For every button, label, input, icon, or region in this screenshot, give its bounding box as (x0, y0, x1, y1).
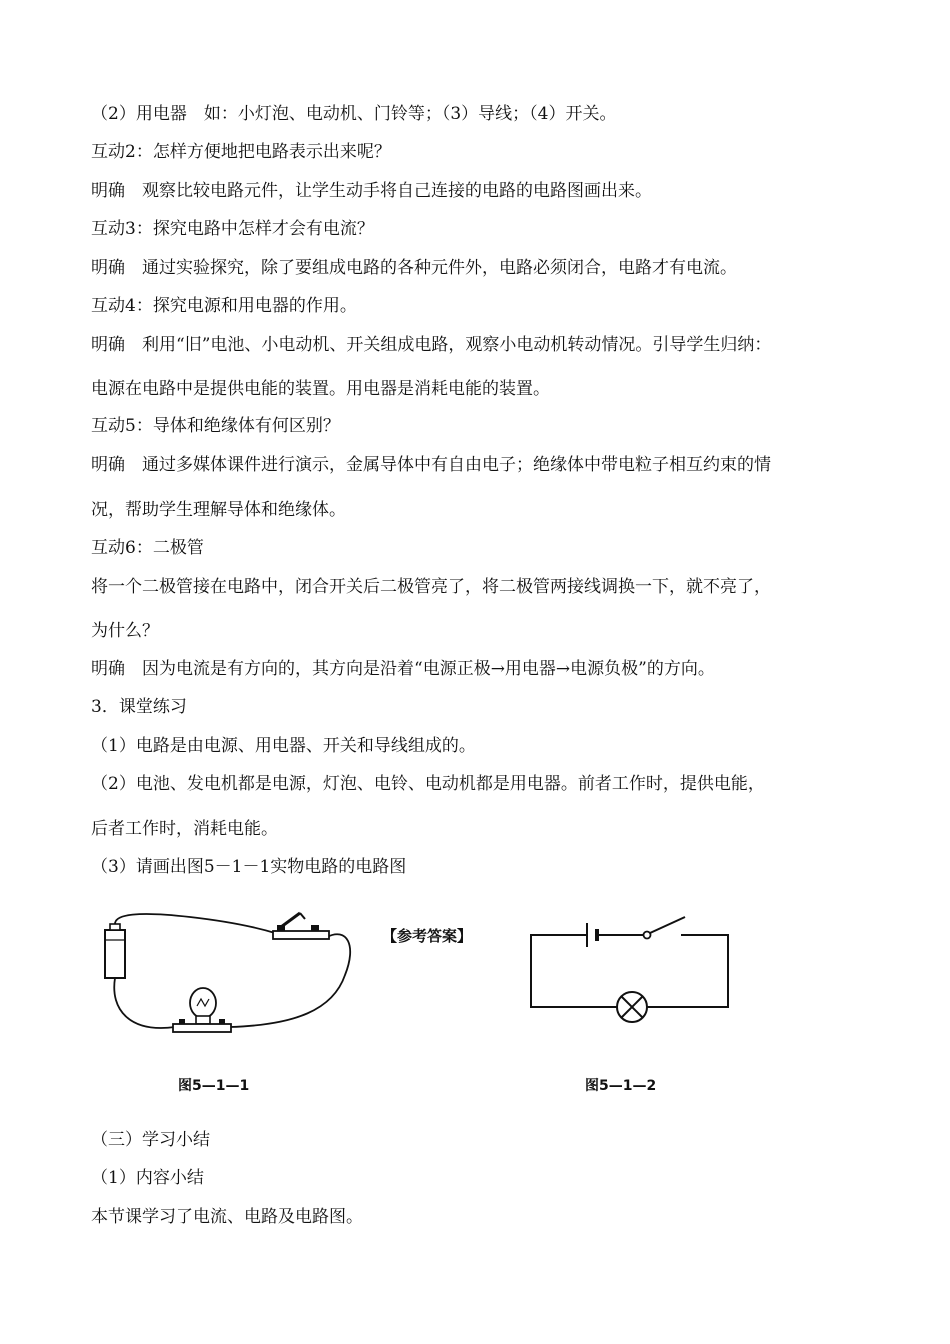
battery-icon (105, 924, 125, 978)
wire-right (642, 935, 728, 1007)
text-line: 将一个二极管接在电路中，闭合开关后二极管亮了，将二极管两接线调换一下，就不亮了， (91, 577, 771, 597)
text-line: （2）用电器 如：小灯泡、电动机、门铃等；（3）导线；（4）开关。 (91, 104, 617, 124)
text-line: 明确 因为电流是有方向的，其方向是沿着“电源正极→用电器→电源负极”的方向。 (91, 659, 715, 679)
text-line: 本节课学习了电流、电路及电路图。 (91, 1207, 363, 1227)
text-line: 互动6：二极管 (91, 538, 204, 558)
wire-left (531, 935, 622, 1007)
text-line: （1）内容小结 (91, 1168, 204, 1188)
wire-left (114, 978, 175, 1028)
text-line: （3）请画出图5－1－1实物电路的电路图 (91, 857, 407, 877)
circuit-diagram-figure (525, 905, 740, 1030)
text-line: （三）学习小结 (91, 1130, 210, 1150)
battery-symbol-icon (587, 923, 597, 947)
text-line: 3．课堂练习 (91, 697, 187, 717)
real-circuit-figure (95, 905, 365, 1060)
text-line: 后者工作时，消耗电能。 (91, 819, 278, 839)
text-line: 电源在电路中是提供电能的装置。用电器是消耗电能的装置。 (91, 379, 550, 399)
text-line: 明确 利用“旧”电池、小电动机、开关组成电路，观察小电动机转动情况。引导学生归纳： (91, 335, 772, 355)
text-line: 为什么？ (91, 621, 159, 641)
light-bulb-icon (173, 988, 231, 1032)
text-line: 互动5：导体和绝缘体有何区别？ (91, 416, 340, 436)
text-line: 互动4：探究电源和用电器的作用。 (91, 296, 357, 316)
figure-caption: 图5—1—1 (178, 1078, 250, 1094)
text-line: 明确 通过多媒体课件进行演示，金属导体中有自由电子；绝缘体中带电粒子相互约束的情 (91, 455, 771, 475)
knife-switch-icon (273, 913, 329, 939)
text-line: 互动2：怎样方便地把电路表示出来呢？ (91, 142, 391, 162)
text-line: 互动3：探究电路中怎样才会有电流？ (91, 219, 374, 239)
text-line: 况，帮助学生理解导体和绝缘体。 (91, 500, 346, 520)
answer-badge: 【参考答案】 (382, 927, 473, 945)
figure-caption: 图5—1—2 (585, 1078, 657, 1094)
text-line: 明确 通过实验探究，除了要组成电路的各种元件外，电路必须闭合，电路才有电流。 (91, 258, 737, 278)
text-line: （2）电池、发电机都是电源，灯泡、电铃、电动机都是用电器。前者工作时，提供电能， (91, 774, 765, 794)
wire-top (115, 914, 275, 933)
text-line: （1）电路是由电源、用电器、开关和导线组成的。 (91, 736, 476, 756)
text-line: 明确 观察比较电路元件，让学生动手将自己连接的电路的电路图画出来。 (91, 181, 652, 201)
wire-right (230, 934, 350, 1027)
switch-symbol-icon (644, 917, 686, 939)
lamp-symbol-icon (617, 992, 647, 1022)
